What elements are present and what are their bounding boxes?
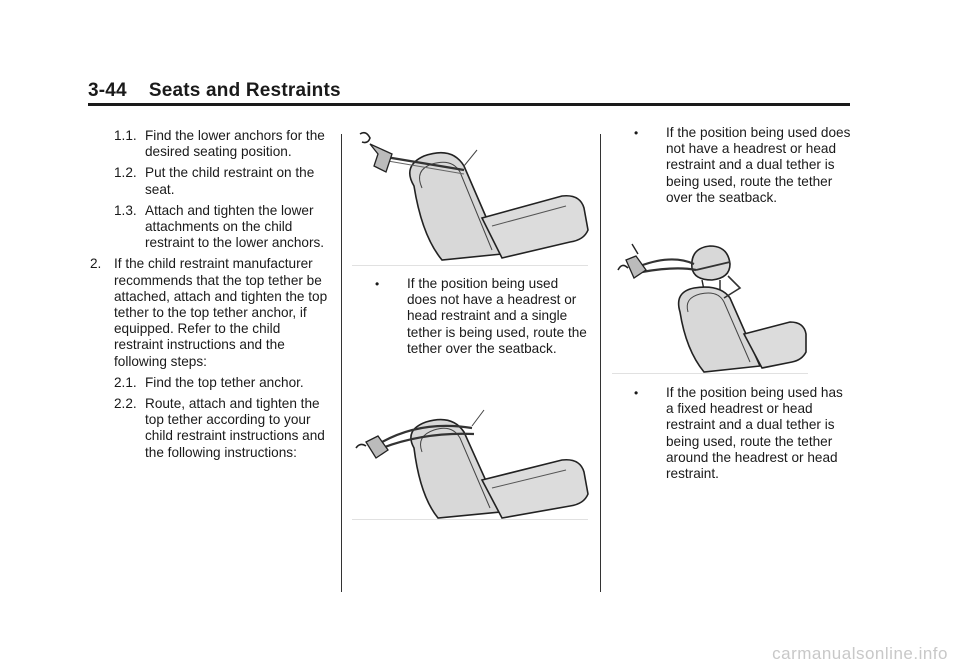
seat-dual-tether-illustration: [352, 402, 590, 520]
step-text: Find the lower anchors for the desired seating position.: [145, 128, 325, 160]
step-1-2: [88, 165, 333, 197]
seat-single-tether-illustration: [352, 126, 590, 266]
column-divider-right: [600, 134, 601, 592]
column-2-bullet: [375, 276, 590, 362]
step-1-3: [88, 203, 333, 252]
step-label: 1.1.: [114, 128, 137, 143]
bullet-text: If the position being used has a fixed headrest or head restraint and a dual tether is being used, route the tether around the headrest or head restraint.: [666, 385, 843, 482]
bullet-text: If the position being used does not have a headrest or head restraint and a dual tether is being used, route the tether over the seatback.: [666, 125, 851, 205]
step-text: Find the top tether anchor.: [145, 374, 304, 390]
step-1-1: [88, 128, 333, 160]
step-label: 2.: [90, 256, 102, 272]
watermark: carmanualsonline.info: [772, 644, 948, 663]
bullet-item: [634, 125, 852, 206]
step-label: 2.2.: [114, 396, 137, 412]
step-label: 1.2.: [114, 165, 137, 181]
page-number: 3-44: [88, 80, 127, 101]
step-2-2: [88, 396, 333, 461]
section-title: Seats and Restraints: [148, 80, 341, 101]
bullet-item: [375, 276, 590, 357]
step-2-1: [88, 375, 333, 391]
bullet-item: [634, 385, 852, 482]
step-label: 1.3.: [114, 202, 137, 218]
bullet-text: If the position being used does not have a headrest or head restraint and a single tether is being used, route the tether over the seatback.: [407, 276, 587, 356]
step-2: [88, 256, 333, 369]
header-rule: [88, 103, 850, 106]
column-divider-left: [341, 134, 342, 592]
bullet-icon: •: [634, 126, 639, 140]
seat-headrest-tether-illustration: [612, 240, 808, 374]
step-text: If the child restraint manufacturer recommends that the top tether be attached, attach and tighten the top tether to the top tether anchor, if equipped. Refer to the child restraint instructions and the following steps:: [114, 256, 328, 369]
step-text: Route, attach and tighten the top tether according to your child restraint instructions and the following instructions:: [145, 396, 325, 460]
column-1: [88, 128, 333, 466]
step-text: Put the child restraint on the seat.: [145, 165, 315, 197]
column-3-bullet-1: [634, 125, 852, 211]
bullet-icon: •: [634, 386, 639, 400]
bullet-icon: •: [375, 277, 380, 291]
step-label: 2.1.: [114, 374, 137, 390]
column-3-bullet-2: [634, 385, 852, 487]
step-text: Attach and tighten the lower attachments on the child restraint to the lower anchors.: [145, 202, 325, 251]
page-header: [88, 80, 341, 102]
